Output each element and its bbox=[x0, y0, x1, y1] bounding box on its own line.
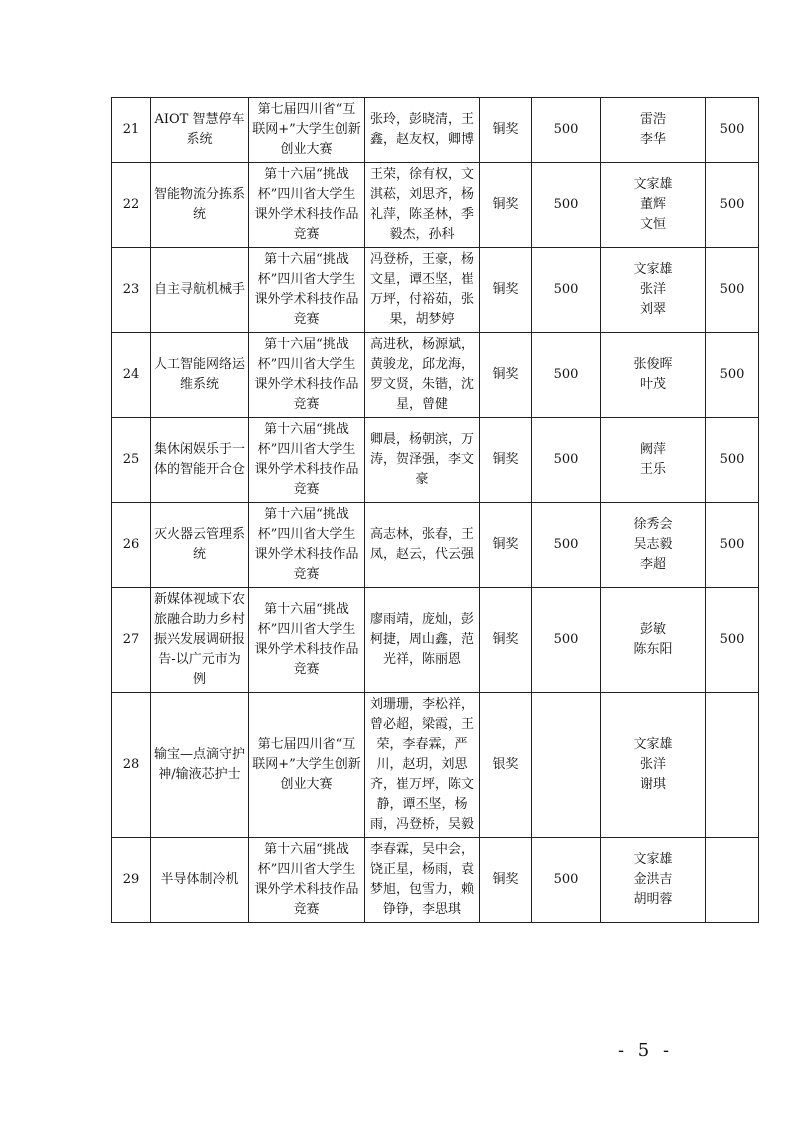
cell-members: 王荣，徐有权，文淇菘，刘思齐，杨礼萍，陈圣林，季毅杰，孙科 bbox=[365, 163, 480, 248]
cell-amount: 500 bbox=[532, 418, 601, 503]
cell-members: 廖雨靖，庞灿，彭柯捷，周山鑫，范光祥，陈丽恩 bbox=[365, 588, 480, 693]
cell-competition: 第十六届“挑战杯”四川省大学生课外学术科技作品竞赛 bbox=[249, 248, 365, 333]
cell-advisors bbox=[601, 503, 706, 588]
cell-project-name: 人工智能网络运维系统 bbox=[151, 333, 249, 418]
cell-advisors bbox=[601, 418, 706, 503]
cell-competition: 第七届四川省“互联网+”大学生创新创业大赛 bbox=[249, 98, 365, 163]
table-row bbox=[112, 248, 759, 333]
cell-number: 27 bbox=[112, 588, 151, 693]
cell-project-name: 自主寻航机械手 bbox=[151, 248, 249, 333]
cell-competition: 第十六届“挑战杯”四川省大学生课外学术科技作品竞赛 bbox=[249, 503, 365, 588]
awards-table bbox=[111, 97, 759, 923]
cell-project-name: 输宝—点滴守护神/输液芯护士 bbox=[151, 693, 249, 838]
cell-number: 29 bbox=[112, 838, 151, 923]
advisor-name: 董辉 bbox=[639, 197, 666, 212]
cell-award: 铜奖 bbox=[480, 588, 532, 693]
cell-advisor-amount: 500 bbox=[706, 98, 759, 163]
cell-award: 铜奖 bbox=[480, 248, 532, 333]
cell-project-name: 新媒体视域下农旅融合助力乡村振兴发展调研报告-以广元市为例 bbox=[151, 588, 249, 693]
cell-advisor-amount: 500 bbox=[706, 503, 759, 588]
table-row bbox=[112, 333, 759, 418]
cell-project-name: 半导体制冷机 bbox=[151, 838, 249, 923]
cell-advisor-amount: 500 bbox=[706, 248, 759, 333]
cell-advisors bbox=[601, 98, 706, 163]
advisor-name: 张洋 bbox=[639, 282, 666, 297]
advisor-name: 李超 bbox=[639, 557, 666, 572]
advisor-name: 阙萍 bbox=[639, 442, 666, 457]
cell-advisor-amount: 500 bbox=[706, 418, 759, 503]
advisor-name: 文家雄 bbox=[633, 262, 673, 277]
table-body bbox=[112, 98, 759, 923]
cell-advisors bbox=[601, 333, 706, 418]
cell-competition: 第十六届“挑战杯”四川省大学生课外学术科技作品竞赛 bbox=[249, 163, 365, 248]
cell-award: 铜奖 bbox=[480, 418, 532, 503]
cell-competition: 第十六届“挑战杯”四川省大学生课外学术科技作品竞赛 bbox=[249, 838, 365, 923]
cell-members: 刘珊珊，李松祥，曾必超，梁霞，王荣，李春霖，严川，赵玥，刘思齐，崔万坪，陈文静，谭丕坚，杨雨，冯登桥，吴毅 bbox=[365, 693, 480, 838]
table-row bbox=[112, 693, 759, 838]
table-row bbox=[112, 503, 759, 588]
cell-award: 铜奖 bbox=[480, 163, 532, 248]
advisor-name: 文家雄 bbox=[633, 852, 673, 867]
cell-amount: 500 bbox=[532, 838, 601, 923]
advisor-name: 彭敏 bbox=[639, 622, 666, 637]
advisor-name: 刘翠 bbox=[639, 302, 666, 317]
cell-amount: 500 bbox=[532, 503, 601, 588]
cell-number: 25 bbox=[112, 418, 151, 503]
advisor-name: 李华 bbox=[639, 132, 666, 147]
cell-advisor-amount: 500 bbox=[706, 333, 759, 418]
cell-advisor-amount: 500 bbox=[706, 588, 759, 693]
cell-award: 铜奖 bbox=[480, 503, 532, 588]
cell-advisor-amount bbox=[706, 838, 759, 923]
cell-award: 铜奖 bbox=[480, 838, 532, 923]
cell-advisor-amount bbox=[706, 693, 759, 838]
table-row bbox=[112, 838, 759, 923]
cell-amount: 500 bbox=[532, 333, 601, 418]
advisor-name: 张俊晖 bbox=[633, 357, 673, 372]
cell-project-name: 灭火器云管理系统 bbox=[151, 503, 249, 588]
advisor-name: 文家雄 bbox=[633, 177, 673, 192]
cell-number: 21 bbox=[112, 98, 151, 163]
cell-competition: 第十六届“挑战杯”四川省大学生课外学术科技作品竞赛 bbox=[249, 588, 365, 693]
cell-advisors bbox=[601, 163, 706, 248]
page-number: - 5 - bbox=[618, 1040, 674, 1061]
advisor-name: 胡明蓉 bbox=[633, 892, 673, 907]
cell-number: 28 bbox=[112, 693, 151, 838]
advisor-name: 金洪吉 bbox=[633, 872, 673, 887]
cell-members: 高进秋，杨源斌，黄骏龙，邱龙海，罗文贤，朱锴，沈星，曾健 bbox=[365, 333, 480, 418]
cell-number: 23 bbox=[112, 248, 151, 333]
cell-advisors bbox=[601, 248, 706, 333]
cell-project-name: 集休闲娱乐于一体的智能开合仓 bbox=[151, 418, 249, 503]
cell-advisor-amount: 500 bbox=[706, 163, 759, 248]
cell-members: 冯登桥，王豪，杨文星，谭丕坚，崔万坪，付裕茹，张果，胡梦婷 bbox=[365, 248, 480, 333]
cell-amount: 500 bbox=[532, 163, 601, 248]
advisor-name: 谢琪 bbox=[639, 777, 666, 792]
table-row bbox=[112, 418, 759, 503]
cell-advisors bbox=[601, 693, 706, 838]
cell-competition: 第七届四川省“互联网+”大学生创新创业大赛 bbox=[249, 693, 365, 838]
cell-amount bbox=[532, 693, 601, 838]
table-row bbox=[112, 588, 759, 693]
cell-number: 24 bbox=[112, 333, 151, 418]
cell-members: 卿晨，杨朝滨，万涛，贺泽强，李文豪 bbox=[365, 418, 480, 503]
cell-project-name: 智能物流分拣系统 bbox=[151, 163, 249, 248]
advisor-name: 王乐 bbox=[639, 462, 666, 477]
advisor-name: 吴志毅 bbox=[633, 537, 673, 552]
advisor-name: 文恒 bbox=[639, 217, 666, 232]
table-row bbox=[112, 163, 759, 248]
cell-amount: 500 bbox=[532, 98, 601, 163]
table-row bbox=[112, 98, 759, 163]
cell-number: 26 bbox=[112, 503, 151, 588]
cell-competition: 第十六届“挑战杯”四川省大学生课外学术科技作品竞赛 bbox=[249, 418, 365, 503]
cell-advisors bbox=[601, 588, 706, 693]
cell-project-name: AIOT 智慧停车系统 bbox=[151, 98, 249, 163]
advisor-name: 徐秀会 bbox=[633, 517, 673, 532]
cell-members: 张玲，彭晓清，王鑫，赵友权，卿博 bbox=[365, 98, 480, 163]
advisor-name: 文家雄 bbox=[633, 737, 673, 752]
advisor-name: 叶茂 bbox=[639, 377, 666, 392]
advisor-name: 雷浩 bbox=[639, 112, 666, 127]
cell-number: 22 bbox=[112, 163, 151, 248]
cell-amount: 500 bbox=[532, 588, 601, 693]
advisor-name: 陈东阳 bbox=[633, 642, 673, 657]
cell-advisors bbox=[601, 838, 706, 923]
cell-award: 铜奖 bbox=[480, 98, 532, 163]
cell-amount: 500 bbox=[532, 248, 601, 333]
cell-competition: 第十六届“挑战杯”四川省大学生课外学术科技作品竞赛 bbox=[249, 333, 365, 418]
advisor-name: 张洋 bbox=[639, 757, 666, 772]
cell-award: 银奖 bbox=[480, 693, 532, 838]
cell-members: 高志林，张春，王凤，赵云，代云强 bbox=[365, 503, 480, 588]
cell-award: 铜奖 bbox=[480, 333, 532, 418]
cell-members: 李春霖，吴中会，饶正星，杨雨，袁梦旭，包雪力，赖铮铮，李思琪 bbox=[365, 838, 480, 923]
